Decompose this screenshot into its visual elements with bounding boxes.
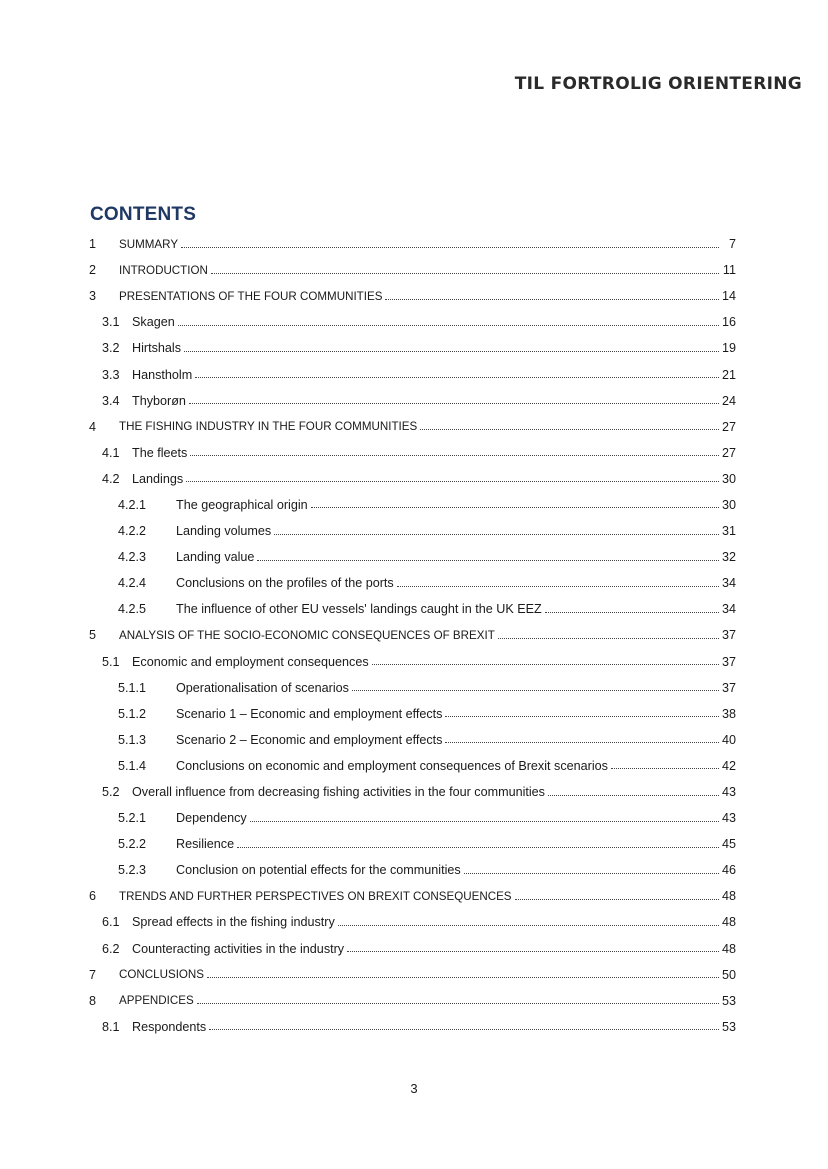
toc-entry[interactable] [88,466,736,492]
toc-entry-title: Skagen [132,315,175,330]
toc-entry-page: 43 [721,811,736,826]
toc-entry-page: 43 [721,785,736,800]
toc-entry-title: Conclusions on economic and employment consequences of Brexit scenarios [176,758,608,773]
toc-entry-number: 2 [89,263,97,278]
toc-entry-number: 5.1 [102,654,120,669]
toc-entry-number: 3.4 [102,393,120,408]
toc-entry-title: TRENDS AND FURTHER PERSPECTIVES ON BREXIT CONSEQUENCES [119,889,512,903]
dot-leader [186,481,719,482]
dot-leader [184,351,719,352]
toc-entry-page: 42 [721,758,736,773]
toc-entry-number: 4.1 [102,445,120,460]
toc-entry-page: 30 [721,497,736,512]
toc-entry-title: Landings [132,471,184,486]
dot-leader [372,664,719,665]
toc-entry[interactable] [88,805,736,831]
toc-entry-title: Overall influence from decreasing fishing activities in the four communities [132,785,545,800]
toc-entry-number: 5.2.1 [118,811,147,826]
dot-leader [545,612,719,613]
toc-entry-title: The influence of other EU vessels' landings caught in the UK EEZ [176,602,542,617]
toc-entry-page: 53 [721,993,736,1008]
dot-leader [611,768,719,769]
dot-leader [181,247,719,248]
toc-entry-number: 5.2 [102,785,120,800]
toc-entry-title: Dependency [176,811,247,826]
toc-entry-page: 21 [721,367,736,382]
toc-entry-number: 4.2.2 [118,524,147,539]
toc-entry-page: 31 [721,524,736,539]
dot-leader [190,455,719,456]
toc-entry[interactable] [88,675,736,701]
toc-entry-number: 7 [89,967,97,982]
toc-entry[interactable] [88,753,736,779]
toc-entry-page: 19 [721,341,736,356]
toc-entry-number: 6.1 [102,915,120,930]
toc-entry-number: 4.2.4 [118,576,147,591]
toc-entry[interactable] [88,909,736,935]
toc-entry-number: 5.1.4 [118,758,147,773]
toc-entry[interactable] [88,883,736,909]
toc-entry[interactable] [88,936,736,962]
toc-entry-title: APPENDICES [119,994,194,1008]
toc-entry-title: Economic and employment consequences [132,654,369,669]
dot-leader [445,742,719,743]
toc-entry-page: 40 [721,732,736,747]
toc-entry-page: 16 [721,315,736,330]
toc-entry-number: 8 [89,993,97,1008]
toc-entry-number: 6 [89,889,97,904]
toc-entry[interactable] [88,622,736,648]
dot-leader [274,534,719,535]
toc-entry-number: 8.1 [102,1019,120,1034]
toc-entry-page: 50 [721,967,736,982]
toc-entry-title: Spread effects in the fishing industry [132,915,335,930]
dot-leader [189,403,719,404]
toc-entry-title: Landing value [176,550,255,565]
toc-entry-page: 34 [721,576,736,591]
dot-leader [209,1029,719,1030]
toc-entry-page: 46 [721,863,736,878]
toc-entry-title: Conclusions on the profiles of the ports [176,576,394,591]
dot-leader [347,951,719,952]
toc-entry-title: The geographical origin [176,497,308,512]
toc-entry-title: Thyborøn [132,393,186,408]
toc-entry-title: Resilience [176,837,235,852]
toc-entry-number: 3.3 [102,367,120,382]
toc-entry-page: 48 [721,915,736,930]
dot-leader [257,560,719,561]
dot-leader [237,847,719,848]
dot-leader [420,429,719,430]
toc-entry[interactable] [88,492,736,518]
toc-entry-page: 38 [721,706,736,721]
toc-entry[interactable] [88,257,736,283]
toc-entry-title: PRESENTATIONS OF THE FOUR COMMUNITIES [119,289,383,303]
contents-heading: CONTENTS [90,204,197,225]
dot-leader [311,507,719,508]
dot-leader [515,899,719,900]
toc-entry-number: 6.2 [102,941,120,956]
toc-entry[interactable] [88,283,736,309]
toc-entry-page: 30 [721,471,736,486]
toc-entry[interactable] [88,570,736,596]
toc-entry[interactable] [88,309,736,335]
toc-entry-title: Hirtshals [132,341,181,356]
toc-entry[interactable] [88,962,736,988]
toc-entry-number: 1 [89,237,97,252]
toc-entry-title: The fleets [132,445,188,460]
dot-leader [211,273,719,274]
toc-entry-title: Counteracting activities in the industry [132,941,345,956]
toc-entry[interactable] [88,1014,736,1040]
toc-entry-page: 27 [721,445,736,460]
toc-entry[interactable] [88,596,736,622]
toc-entry-number: 5.1.2 [118,706,147,721]
toc-entry-title: Respondents [132,1019,207,1034]
toc-entry-page: 34 [721,602,736,617]
dot-leader [338,925,719,926]
dot-leader [178,325,719,326]
toc-entry-number: 5.1.3 [118,732,147,747]
toc-entry-number: 4 [89,419,97,434]
dot-leader [207,977,719,978]
dot-leader [445,716,719,717]
toc-entry-title: Scenario 1 – Economic and employment effects [176,706,443,721]
toc-entry-number: 3.1 [102,315,120,330]
toc-entry-title: Scenario 2 – Economic and employment effects [176,732,443,747]
toc-entry[interactable] [88,361,736,387]
dot-leader [250,821,719,822]
dot-leader [195,377,719,378]
toc-entry-title: Operationalisation of scenarios [176,680,349,695]
toc-entry-page: 27 [721,419,736,434]
toc-entry-page: 32 [721,550,736,565]
toc-entry-page: 45 [721,837,736,852]
toc-entry[interactable] [88,779,736,805]
toc-entry-title: Hanstholm [132,367,193,382]
toc-entry-page: 37 [721,628,736,643]
toc-entry-page: 48 [721,941,736,956]
toc-entry-page: 48 [721,889,736,904]
toc-entry-number: 5.2.3 [118,863,147,878]
dot-leader [464,873,719,874]
toc-entry-page: 24 [721,393,736,408]
toc-entry[interactable] [88,388,736,414]
dot-leader [385,299,719,300]
confidential-stamp: TIL FORTROLIG ORIENTERING [514,74,802,94]
toc-entry-number: 5.2.2 [118,837,147,852]
dot-leader [397,586,719,587]
toc-entry-number: 3 [89,289,97,304]
toc-entry[interactable] [88,701,736,727]
toc-entry[interactable] [88,231,736,257]
toc-entry[interactable] [88,857,736,883]
toc-entry[interactable] [88,544,736,570]
toc-entry-number: 4.2.1 [118,497,147,512]
toc-entry-number: 5.1.1 [118,680,147,695]
toc-entry-title: Conclusion on potential effects for the communities [176,863,461,878]
toc-entry-number: 4.2 [102,471,120,486]
toc-entry-title: INTRODUCTION [119,263,208,277]
toc-entry-title: THE FISHING INDUSTRY IN THE FOUR COMMUNITIES [119,420,418,434]
toc-entry-page: 37 [721,654,736,669]
toc-entry[interactable] [88,518,736,544]
dot-leader [548,795,719,796]
toc-entry-page: 53 [721,1019,736,1034]
toc-entry-title: SUMMARY [119,237,179,251]
toc-entry[interactable] [88,440,736,466]
toc-entry-page: 14 [721,289,736,304]
toc-entry[interactable] [88,649,736,675]
toc-entry[interactable] [88,335,736,361]
toc-entry[interactable] [88,414,736,440]
toc-entry[interactable] [88,831,736,857]
table-of-contents [88,231,736,1040]
toc-entry-page: 11 [722,263,736,278]
toc-entry-title: ANALYSIS OF THE SOCIO-ECONOMIC CONSEQUENCES OF BREXIT [119,628,495,642]
toc-entry[interactable] [88,988,736,1014]
toc-entry-number: 5 [89,628,97,643]
page-number: 3 [410,1081,418,1096]
dot-leader [352,690,719,691]
toc-entry-number: 3.2 [102,341,120,356]
dot-leader [498,638,719,639]
dot-leader [197,1003,719,1004]
toc-entry[interactable] [88,727,736,753]
toc-entry-page: 7 [728,237,736,252]
toc-entry-title: CONCLUSIONS [119,968,205,982]
toc-entry-title: Landing volumes [176,524,272,539]
toc-entry-page: 37 [721,680,736,695]
toc-entry-number: 4.2.5 [118,602,147,617]
toc-entry-number: 4.2.3 [118,550,147,565]
